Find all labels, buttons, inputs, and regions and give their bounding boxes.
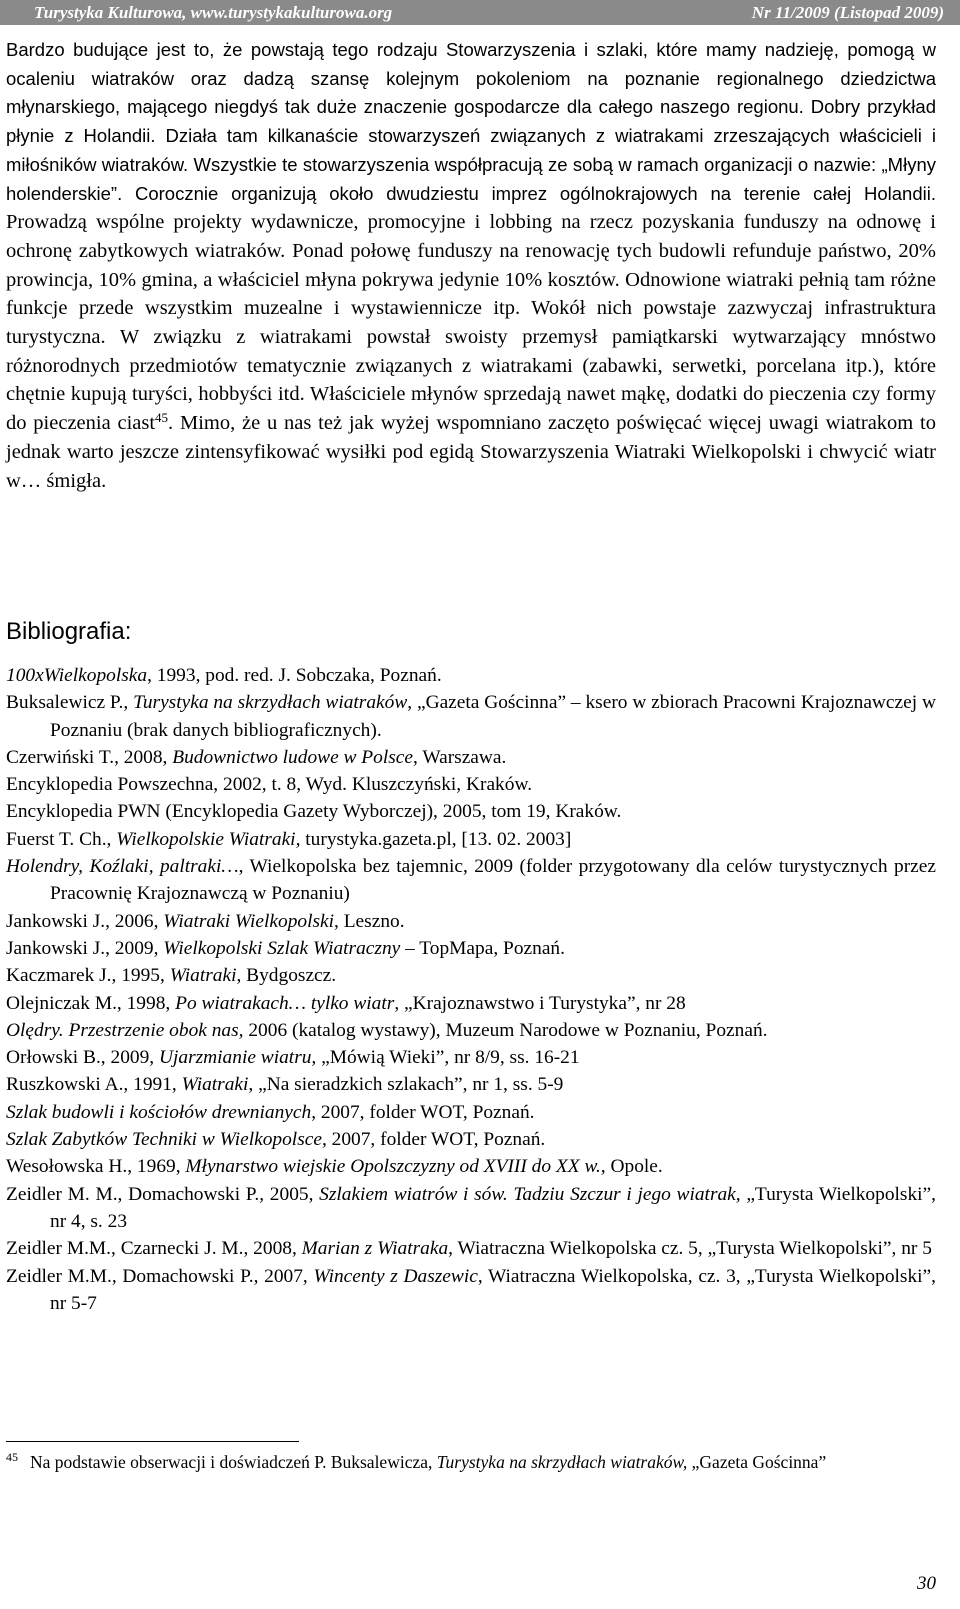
footnote-separator: [6, 1441, 299, 1442]
bibliography-entry: 100xWielkopolska, 1993, pod. red. J. Sobczaka, Poznań.: [6, 665, 442, 686]
bibliography-entry: Zeidler M. M., Domachowski P., 2005, Szlakiem wiatrów i sów. Tadziu Szczur i jego wiatrak, „Turysta Wielkopolski”, nr 4, s. 23: [6, 1183, 936, 1232]
bibliography-entry: Jankowski J., 2009, Wielkopolski Szlak Wiatraczny – TopMapa, Poznań.: [6, 937, 565, 959]
footnote-text: Na podstawie obserwacji i doświadczeń P. Buksalewicza,: [30, 1452, 437, 1472]
bibliography-entry: Czerwiński T., 2008, Budownictwo ludowe w Polsce, Warszawa.: [6, 746, 507, 768]
footnote-title: Turystyka na skrzydłach wiatraków,: [436, 1452, 688, 1472]
bibliography-entry: Ruszkowski A., 1991, Wiatraki, „Na sieradzkich szlakach”, nr 1, ss. 5-9: [6, 1074, 564, 1096]
paragraph-part-3: . Mimo, że u nas też jak wyżej wspomniano zaczęto poświęcać więcej uwagi wiatrakom to jednak warto jeszcze zintensyfikować wysiłki pod egidą Stowarzyszenia Wiatraki Wielkopolski i chwycić wiatr w… śmigła.: [6, 412, 936, 492]
bibliography-list: [6, 662, 936, 1317]
journal-title: Turystyka Kulturowa, www.turystykakulturowa.org: [34, 3, 393, 22]
footnote: [6, 1450, 936, 1475]
bibliography-heading: Bibliografia:: [6, 618, 132, 645]
bibliography-entry: Wesołowska H., 1969, Młynarstwo wiejskie Opolszczyzny od XVIII do XX w., Opole.: [6, 1156, 663, 1178]
bibliography-entry: Olędry. Przestrzenie obok nas, 2006 (katalog wystawy), Muzeum Narodowe w Poznaniu, Poznań.: [6, 1019, 768, 1041]
running-header: [0, 0, 960, 25]
issue-label: Nr 11/2009 (Listopad 2009): [751, 3, 944, 22]
bibliography-entry: Holendry, Koźlaki, paltraki…, Wielkopolska bez tajemnic, 2009 (folder przygotowany dla celów turystycznych przez Pracownię Krajoznawczą w Poznaniu): [6, 856, 936, 905]
bibliography-entry: Zeidler M.M., Czarnecki J. M., 2008, Marian z Wiatraka, Wiatraczna Wielkopolska cz. 5, „Turysta Wielkopolski”, nr 5: [6, 1238, 932, 1260]
bibliography-entry: Olejniczak M., 1998, Po wiatrakach… tylko wiatr, „Krajoznawstwo i Turystyka”, nr 28: [6, 992, 686, 1014]
paragraph-part-2: Prowadzą wspólne projekty wydawnicze, promocyjne i lobbing na rzecz pozyskania funduszy na odnowę i ochronę zabytkowych wiatraków. Ponad połowę funduszy na renowację tych budowli refunduje państwo, 20% prowincja, 10% gmina, a właściciel młyna pokrywa jedynie 10% kosztów. Odnowione wiatraki pełnią tam różne funkcje przede wszystkim muzealne i wystawiennicze itp. Wokół nich powstaje zazwyczaj infrastruktura turystyczna. W związku z wiatrakami powstał swoisty przemysł pamiątkarski wytwarzający mnóstwo różnorodnych przedmiotów tematycznie związanych z wiatrakami (zabawki, serwetki, porcelana itp.), które chętnie kupują turyści, hobbyści itd. Właściciele młynów sprzedają nawet mąkę, dodatki do pieczenia czy formy do pieczenia ciast: [6, 211, 936, 435]
footnote-number: 45: [6, 1450, 18, 1464]
bibliography-entry: Szlak budowli i kościołów drewnianych, 2007, folder WOT, Poznań.: [6, 1101, 535, 1123]
bibliography-entry: Szlak Zabytków Techniki w Wielkopolsce, 2007, folder WOT, Poznań.: [6, 1129, 546, 1151]
main-paragraph: [6, 36, 936, 495]
footnote-source: „Gazeta Gościnna”: [687, 1452, 827, 1472]
bibliography-entry: Encyklopedia Powszechna, 2002, t. 8, Wyd. Kluszczyński, Kraków.: [6, 774, 533, 796]
bibliography-entry: Orłowski B., 2009, Ujarzmianie wiatru, „Mówią Wieki”, nr 8/9, ss. 16-21: [6, 1047, 580, 1069]
bibliography-entry: Buksalewicz P., Turystyka na skrzydłach wiatraków, „Gazeta Gościnna” – ksero w zbiorach Pracowni Krajoznawczej w Poznaniu (brak danych bibliograficznych).: [6, 692, 936, 741]
bibliography-entry: Fuerst T. Ch., Wielkopolskie Wiatraki, turystyka.gazeta.pl, [13. 02. 2003]: [6, 828, 572, 850]
paragraph-part-1: Bardzo budujące jest to, że powstają tego rodzaju Stowarzyszenia i szlaki, które mamy nadzieję, pomogą w ocaleniu wiatraków oraz dadzą szansę kolejnym pokoleniom na poznanie regionalnego dziedzictwa młynarskiego, mającego niegdyś tak duże znaczenie gospodarcze dla całego naszego regionu. Dobry przykład płynie z Holandii. Działa tam kilkanaście stowarzyszeń związanych z wiatrakami zrzeszających właścicieli i miłośników wiatraków. Wszystkie te stowarzyszenia współpracują ze sobą w ramach organizacji o nazwie: „Młyny holenderskie”. Corocznie organizują około dwudziestu imprez ogólnokrajowych na terenie całej Holandii.: [6, 39, 936, 204]
page-number: 30: [917, 1573, 936, 1594]
bibliography-entry: Kaczmarek J., 1995, Wiatraki, Bydgoszcz.: [6, 965, 337, 987]
bibliography-entry: Encyklopedia PWN (Encyklopedia Gazety Wyborczej), 2005, tom 19, Kraków.: [6, 801, 622, 823]
bibliography-entry: Zeidler M.M., Domachowski P., 2007, Wincenty z Daszewic, Wiatraczna Wielkopolska, cz. 3, „Turysta Wielkopolski”, nr 5-7: [6, 1265, 936, 1314]
footnote-reference[interactable]: 45: [155, 410, 169, 426]
bibliography-entry: Jankowski J., 2006, Wiatraki Wielkopolski, Leszno.: [6, 910, 405, 932]
